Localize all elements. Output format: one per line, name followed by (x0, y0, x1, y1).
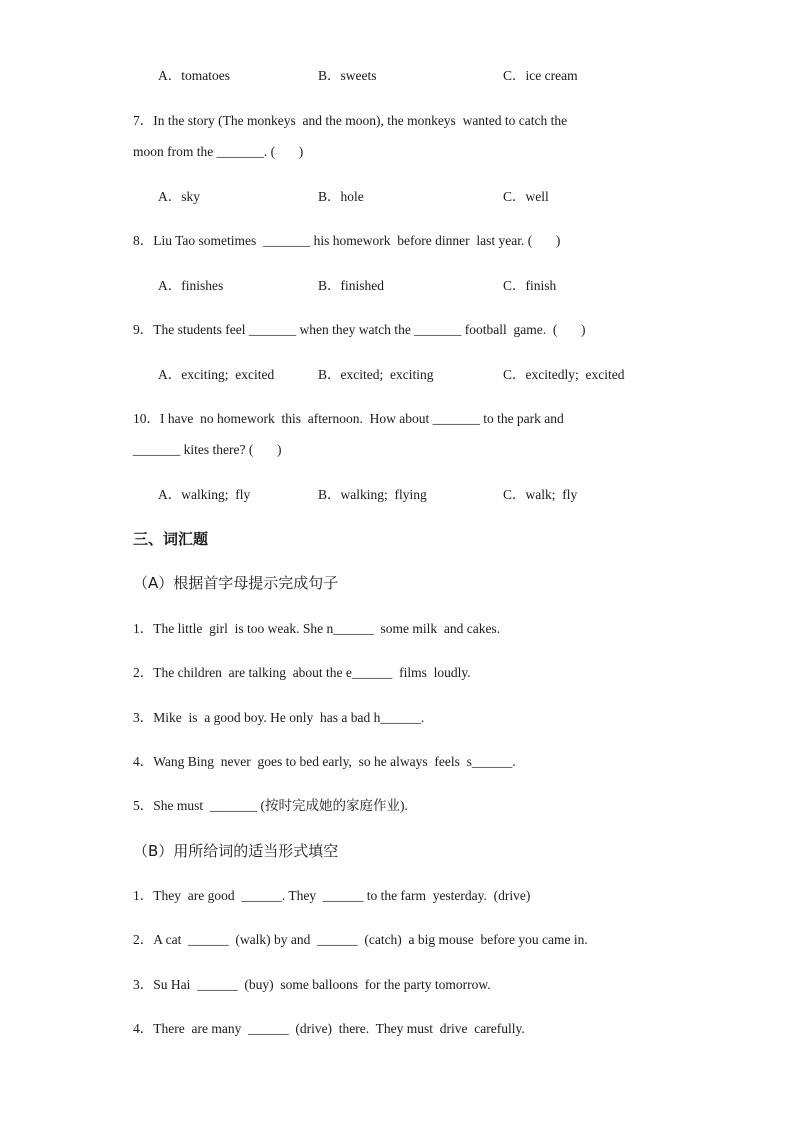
q10-stem-line1: 10．I have no homework this afternoon. How about _______ to the park and (133, 411, 564, 426)
q10-option-b: B．walking; flying (318, 487, 427, 502)
q9-option-a: A．exciting; excited (158, 367, 275, 382)
q6-option-b: B．sweets (318, 68, 377, 83)
part-a-item-1: 1．The little girl is too weak. She n______ some milk and cakes. (133, 621, 501, 636)
q9-option-b: B．excited; exciting (318, 367, 434, 382)
q7-option-c: C．well (503, 189, 549, 204)
part-a-title: （A）根据首字母提示完成句子 (133, 574, 339, 592)
part-b-item-4: 4．There are many ______ (drive) there. They must drive carefully. (133, 1021, 525, 1036)
q7-option-a: A．sky (158, 189, 201, 204)
part-b-item-1: 1．They are good ______. They ______ to the farm yesterday. (drive) (133, 888, 531, 903)
part-b-item-2: 2．A cat ______ (walk) by and ______ (catch) a big mouse before you came in. (133, 932, 588, 947)
q6-option-c: C．ice cream (503, 68, 578, 83)
q9-stem: 9．The students feel _______ when they watch the _______ football game. ( ) (133, 322, 586, 337)
q8-stem: 8．Liu Tao sometimes _______ his homework before dinner last year. ( ) (133, 233, 561, 248)
part-a-item-4: 4．Wang Bing never goes to bed early, so he always feels s______. (133, 754, 516, 769)
q7-stem-line2: moon from the _______. ( ) (133, 144, 304, 159)
q7-option-b: B．hole (318, 189, 364, 204)
q10-stem-line2: _______ kites there? ( ) (133, 442, 282, 457)
q6-option-a: A．tomatoes (158, 68, 230, 83)
q7-stem-line1: 7．In the story (The monkeys and the moon), the monkeys wanted to catch the (133, 113, 568, 128)
part-a-item-5: 5．She must _______ (按时完成她的家庭作业). (133, 798, 408, 813)
q8-option-b: B．finished (318, 278, 384, 293)
part-a-item-3: 3．Mike is a good boy. He only has a bad h______. (133, 710, 425, 725)
q9-option-c: C．excitedly; excited (503, 367, 625, 382)
q8-option-a: A．finishes (158, 278, 224, 293)
q10-option-a: A．walking; fly (158, 487, 251, 502)
q10-option-c: C．walk; fly (503, 487, 578, 502)
part-a-item-2: 2．The children are talking about the e______ films loudly. (133, 665, 471, 680)
part-b-title: （B）用所给词的适当形式填空 (133, 842, 339, 860)
part-b-item-3: 3．Su Hai ______ (buy) some balloons for the party tomorrow. (133, 977, 491, 992)
section3-title: 三、词汇题 (133, 530, 209, 548)
q8-option-c: C．finish (503, 278, 557, 293)
